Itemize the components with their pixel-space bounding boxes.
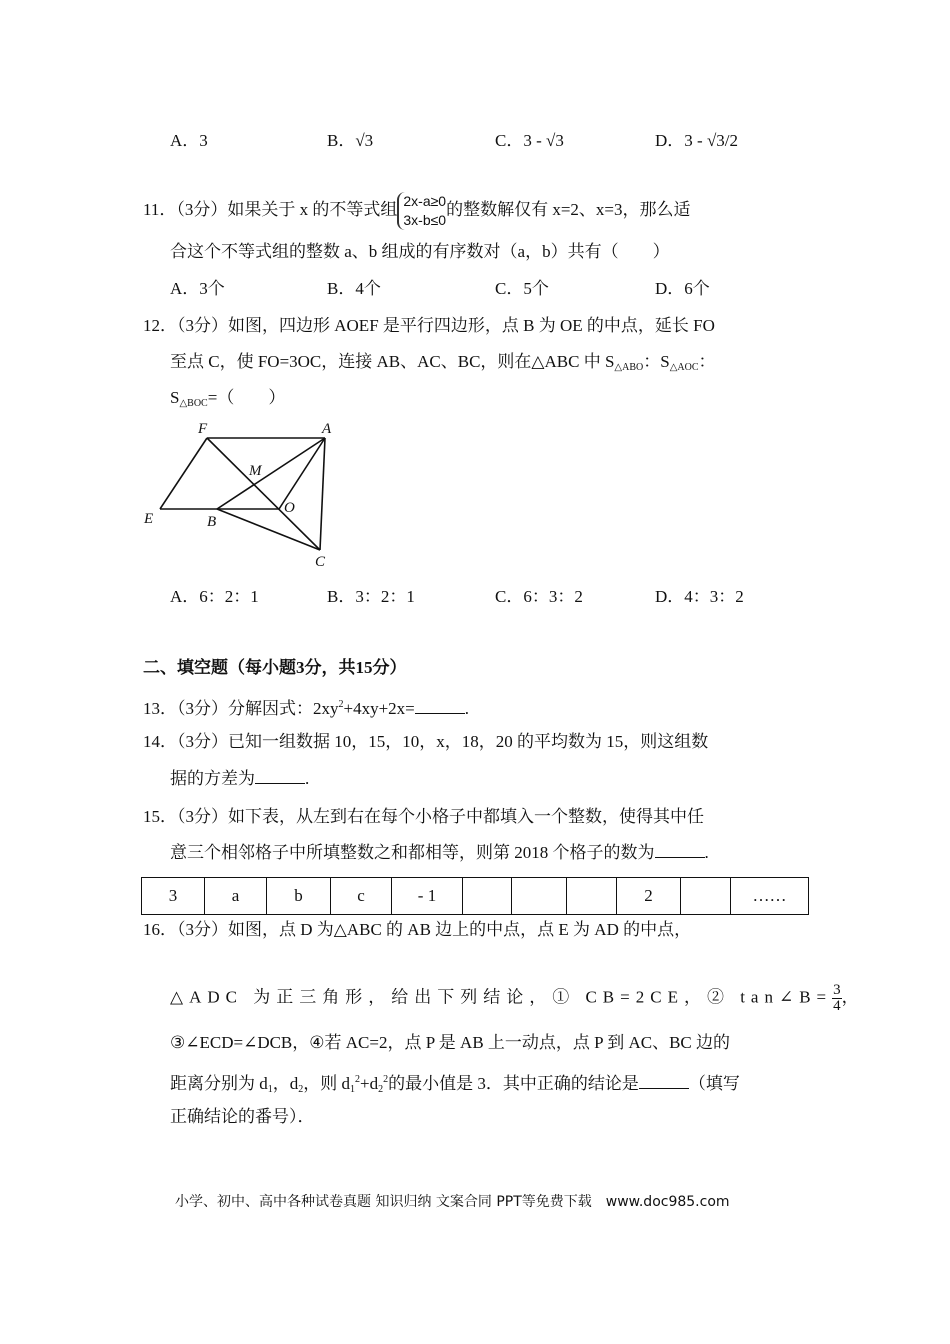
q11-option-c: C．5个 <box>495 279 549 298</box>
q16-line5: 正确结论的番号）． <box>170 1107 315 1126</box>
grid-cell <box>512 878 567 915</box>
grid-cell <box>681 878 731 915</box>
label-M: M <box>249 463 262 479</box>
label-C: C <box>315 554 326 570</box>
q11-option-a: A．3个 <box>170 279 225 298</box>
q10-option-c: C．3 - √3 <box>495 131 564 150</box>
grid-cell: 2 <box>617 878 681 915</box>
q10-option-b: B．√3 <box>327 131 374 150</box>
q16-line2: △ADC 为正三角形，给出下列结论，① CB=2CE，② tan∠B= $\frac{3}{4}$ ， <box>170 982 859 1014</box>
q12-geometry-figure <box>0 0 950 600</box>
answer-blank[interactable] <box>655 843 705 858</box>
number-grid-table <box>141 877 809 915</box>
q11-line2: 合这个不等式组的整数 a、b 组成的有序数对（a，b）共有（ ） <box>170 242 670 261</box>
q12-option-a: A．6：2：1 <box>170 587 259 606</box>
q12-line1: 12．（3分）如图，四边形 AOEF 是平行四边形，点 B 为 OE 的中点，延长 FO <box>143 316 715 335</box>
q15-line2: 意三个相邻格子中所填整数之和都相等，则第 2018 个格子的数为 . <box>170 843 709 862</box>
fraction: $\frac{3}{4}$ <box>833 982 841 1014</box>
q16-line1: 16．（3分）如图，点 D 为△ABC 的 AB 边上的中点，点 E 为 AD 的中点， <box>143 920 692 939</box>
grid-cell: 3 <box>142 878 205 915</box>
label-F: F <box>198 421 208 437</box>
q10-option-a: A．3 <box>170 131 208 150</box>
grid-cell: c <box>331 878 392 915</box>
grid-cell <box>463 878 512 915</box>
q12-option-d: D．4：3：2 <box>655 587 744 606</box>
answer-blank[interactable] <box>255 769 305 784</box>
footer-advert: 小学、初中、高中各种试卷真题 知识归纳 文案合同 PPT等免费下载 www.doc985.com <box>175 1194 730 1210</box>
q16-line4: 距离分别为 $d_1$，$d_2$，则 $d_1^2+d_2^2$的最小值是 3．其中正确的结论是 （填写 <box>170 1074 740 1095</box>
q16-line3: ③∠ECD=∠DCB，④若 AC=2，点 P 是 AB 上一动点，点 P 到 AC、BC 边的 <box>170 1033 731 1052</box>
q11-option-d: D．6个 <box>655 279 710 298</box>
q11-line1: 11．（3分）如果关于 x 的不等式组 2x-a≥0 3x-b≤0 的整数解仅有 x=2、x=3，那么适 <box>143 193 691 228</box>
q13-line: 13．（3分）分解因式：$2xy^2+4xy+2x=$ . <box>143 699 470 718</box>
q12-option-b: B．3：2：1 <box>327 587 415 606</box>
inequality-system: 2x-a≥0 3x-b≤0 <box>397 192 446 230</box>
label-E: E <box>144 511 154 527</box>
q14-line1: 14．（3分）已知一组数据 10，15，10，x，18，20 的平均数为 15，则这组数 <box>143 732 709 751</box>
grid-cell: …… <box>731 878 809 915</box>
q12-line3: $S_{\triangle BOC}=$（ ） <box>170 388 286 409</box>
section-heading: 二、填空题（每小题3分，共15分） <box>143 658 407 677</box>
answer-blank[interactable] <box>415 699 465 714</box>
grid-cell: a <box>205 878 267 915</box>
label-O: O <box>284 500 295 516</box>
grid-cell <box>567 878 617 915</box>
q12-line2: 至点 C，使 FO=3OC，连接 AB、AC、BC，则在△ABC 中 $S_{\triangle ABO}$：$S_{\triangle AOC}$： <box>170 352 716 373</box>
q15-line1: 15．（3分）如下表，从左到右在每个小格子中都填入一个整数，使得其中任 <box>143 807 704 826</box>
q14-line2: 据的方差为 . <box>170 769 310 788</box>
q11-option-b: B．4个 <box>327 279 381 298</box>
grid-cell: b <box>267 878 331 915</box>
label-B: B <box>207 514 217 530</box>
grid-cell: - 1 <box>392 878 463 915</box>
answer-blank[interactable] <box>639 1074 689 1089</box>
label-A: A <box>322 421 332 437</box>
q10-option-d: D．3 - √3/2 <box>655 131 738 150</box>
q12-option-c: C．6：3：2 <box>495 587 583 606</box>
